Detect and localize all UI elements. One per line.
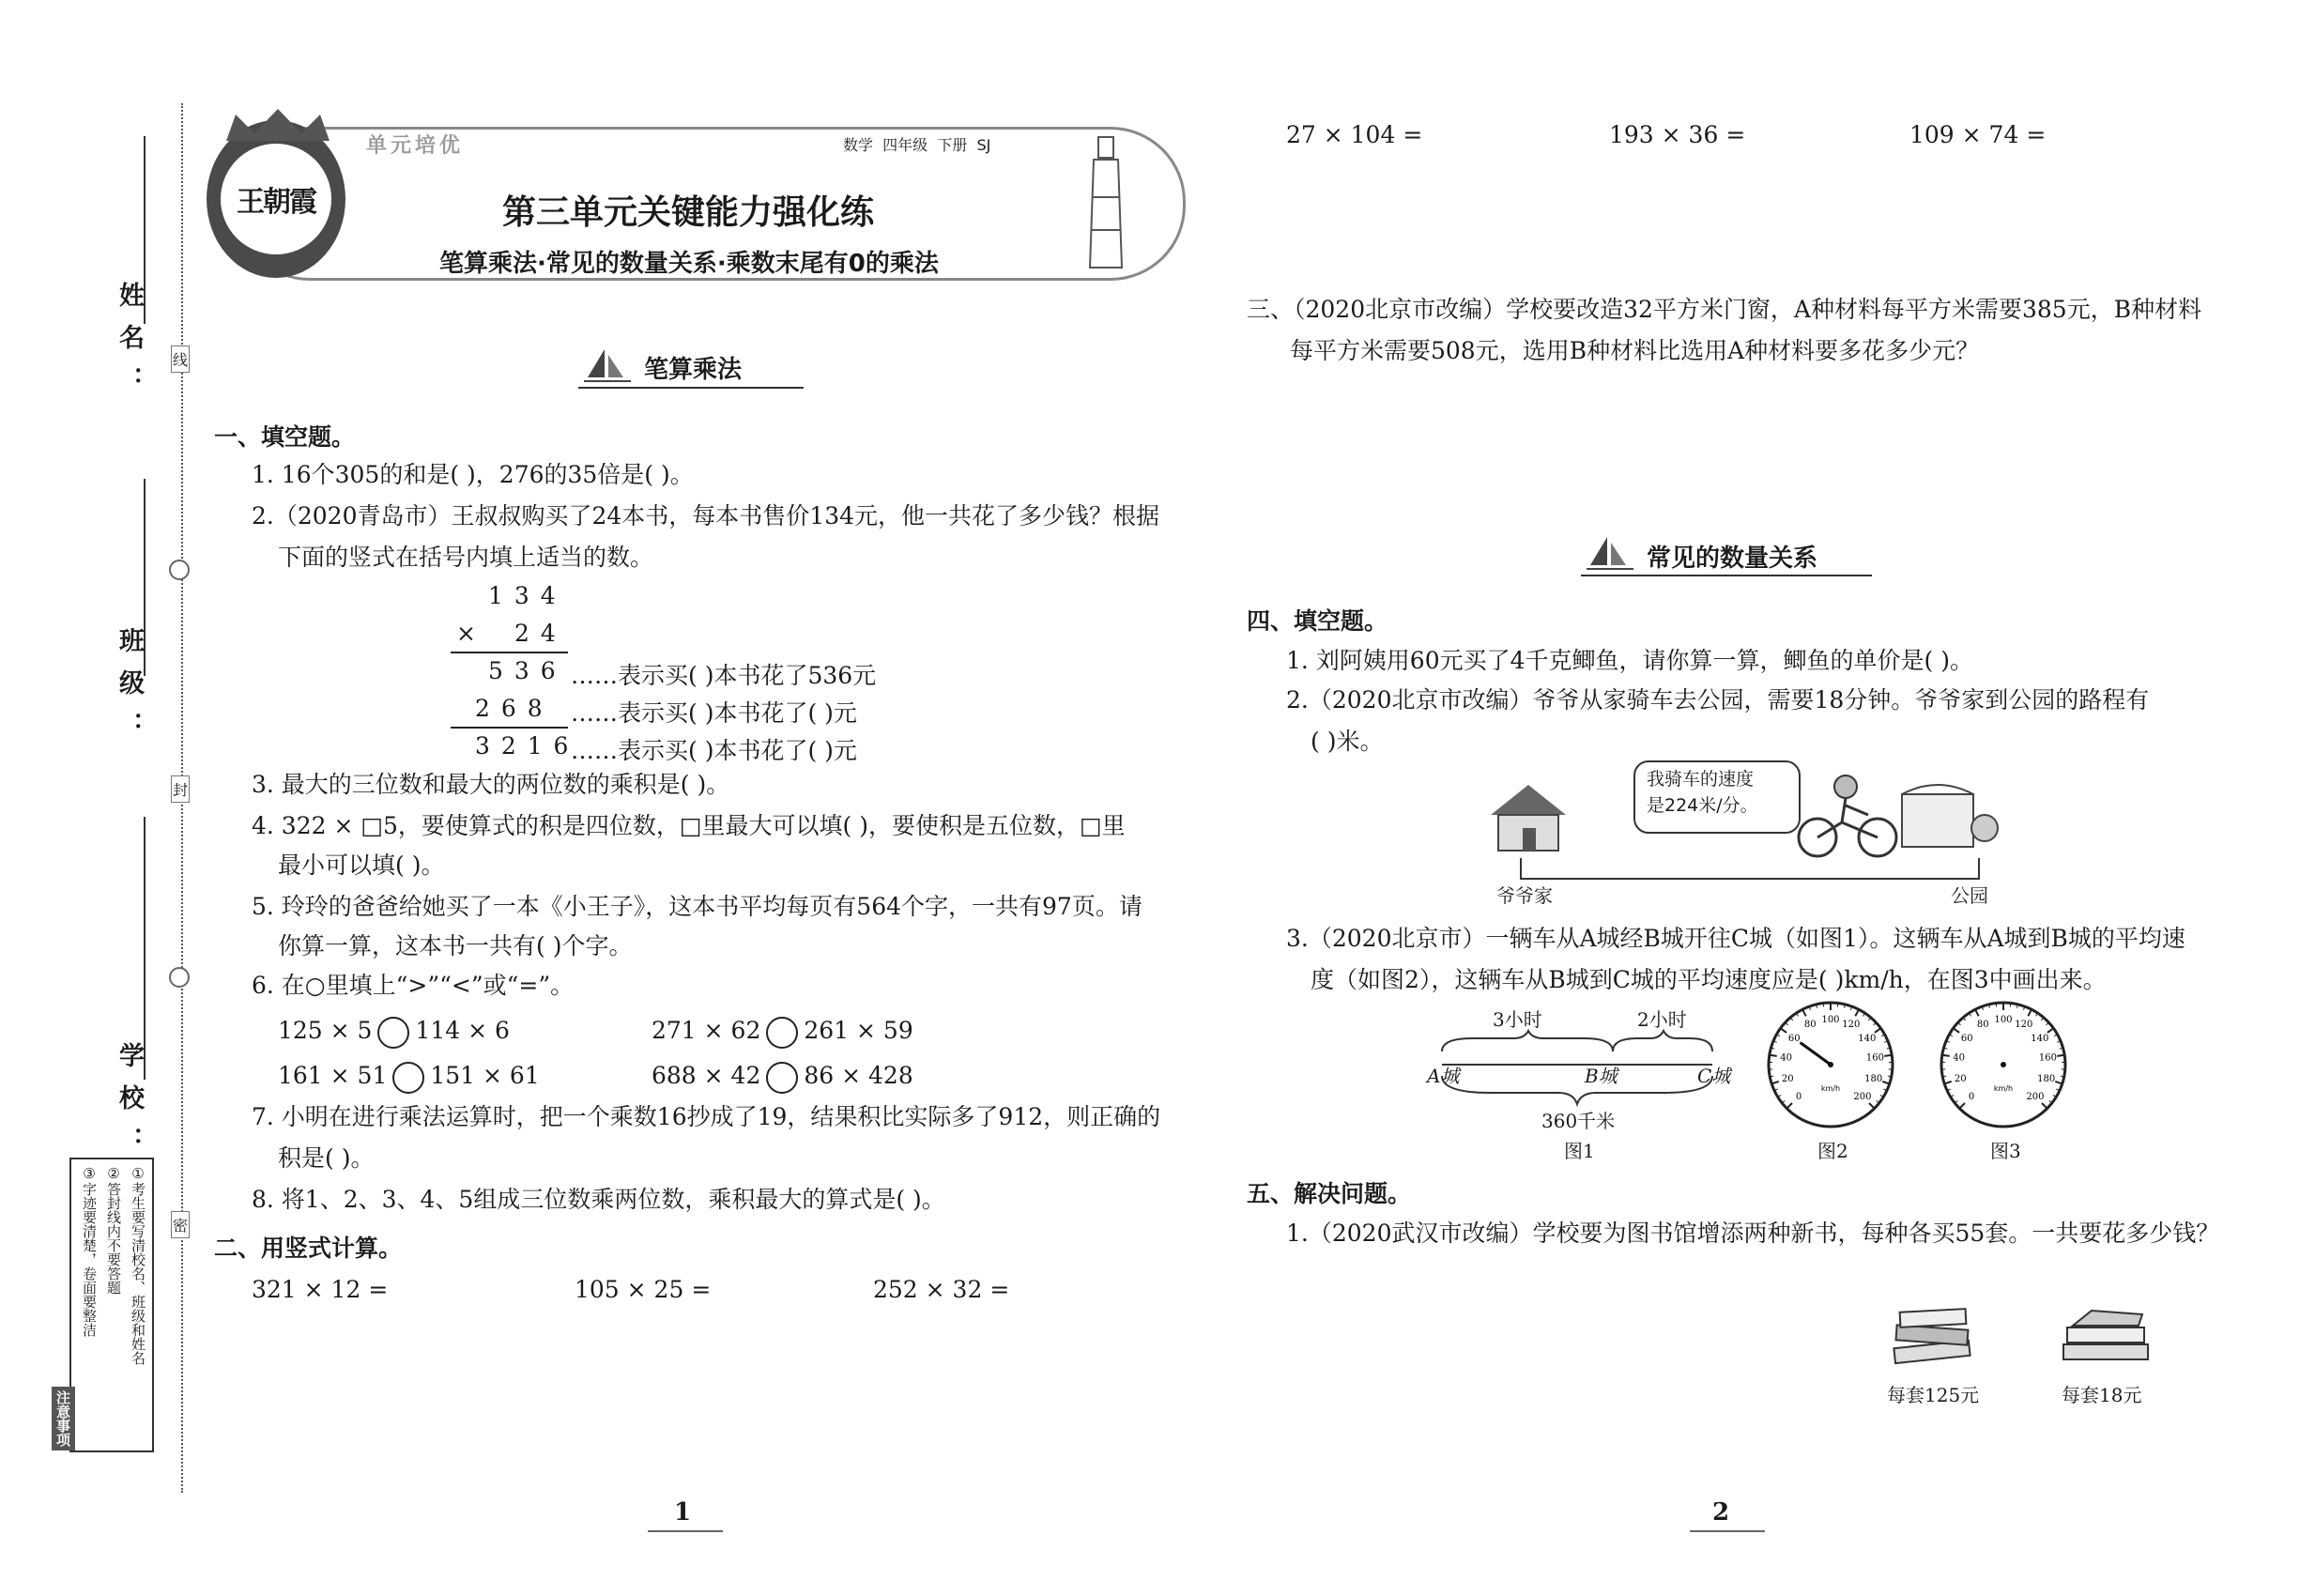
- answer-circle[interactable]: [766, 1062, 798, 1094]
- school-underline: [144, 817, 146, 1080]
- gauge-tick-label: 20: [1954, 1073, 1967, 1084]
- calc-task: 109 × 74 =: [1909, 121, 2047, 148]
- header-meta: 数学 四年级 下册 SJ: [843, 136, 991, 154]
- question-4-3-line2: 度（如图2），这辆车从B城到C城的平均速度应是( )km/h，在图3中画出来。: [1311, 966, 2107, 993]
- question-7-line1: 7. 小明在进行乘法运算时，把一个乘数16抄成了19，结果积比实际多了912，则正确的: [252, 1103, 1161, 1130]
- brand-name: 王朝霞: [237, 186, 315, 219]
- gauge-tick-label: 100: [1994, 1015, 2013, 1025]
- cut-mark-seal: 封: [171, 775, 190, 803]
- fig1-city-c: C城: [1697, 1065, 1731, 1087]
- page-number-rule: [648, 1530, 723, 1532]
- calc-row3-note: ……表示买( )本书花了536元: [571, 662, 877, 689]
- calc-row5-note: ……表示买( )本书花了( )元: [571, 737, 857, 764]
- question-2-line2: 下面的竖式在括号内填上适当的数。: [278, 544, 654, 571]
- calc-row4-note: ……表示买( )本书花了( )元: [571, 699, 857, 727]
- calc-task: 193 × 36 =: [1609, 121, 1746, 148]
- fig1-city-a: A城: [1427, 1065, 1460, 1087]
- section-underline: [1581, 575, 1872, 576]
- calc-task: 252 × 32 =: [873, 1276, 1010, 1303]
- notice-title: 注意事项: [52, 1387, 75, 1450]
- compare-item: 271 × 62 261 × 59: [652, 1012, 913, 1050]
- question-4-1: 1. 刘阿姨用60元买了4千克鲫鱼，请你算一算，鲫鱼的单价是( )。: [1286, 647, 1973, 674]
- speech-bubble: [1633, 760, 1801, 834]
- lighthouse-icon: [1082, 131, 1129, 272]
- unit-tag: 单元培优: [366, 134, 465, 158]
- bubble-text: 我骑车的速度: [1647, 769, 1755, 790]
- question-4-line1: 4. 322 × □5，要使算式的积是四位数，□里最大可以填( )，要使积是五位数，□里: [252, 812, 1126, 839]
- book1-price: 每套125元: [1887, 1384, 1980, 1406]
- gauge-unit: km/h: [1993, 1084, 2014, 1093]
- question-8: 8. 将1、2、3、4、5组成三位数乘两位数，乘积最大的算式是( )。: [252, 1186, 945, 1213]
- part3-line1: 三、（2020北京市改编）学校要改造32平方米门窗，A种材料每平方米需要385元，B种材料: [1247, 296, 2202, 323]
- cyclist-icon: [1795, 774, 1898, 858]
- calc-row5: 3 2 1 6: [475, 732, 571, 760]
- calc-task: 105 × 25 =: [575, 1276, 712, 1303]
- notice-box: [54, 1158, 154, 1452]
- gauge-tick-label: 180: [1864, 1073, 1883, 1084]
- calc-rule: [451, 652, 568, 653]
- fig3-caption: 图3: [1990, 1140, 2021, 1162]
- question-4-3-line1: 3.（2020北京市）一辆车从A城经B城开往C城（如图1）。这辆车从A城到B城的平均速: [1286, 925, 2185, 952]
- name-label: 姓名：: [115, 282, 144, 408]
- gauge-tick: [1837, 1004, 1838, 1007]
- page-number-rule: [1690, 1530, 1765, 1532]
- question-2-line1: 2.（2020青岛市）王叔叔购买了24本书，每本书售价134元，他一共花了多少钱？根据: [252, 502, 1160, 529]
- gauge-tick-label: 80: [1976, 1020, 1989, 1031]
- answer-circle[interactable]: [377, 1017, 409, 1049]
- question-7-line2: 积是( )。: [278, 1144, 375, 1172]
- label-park: 公园: [1951, 884, 1988, 907]
- class-label: 班级：: [115, 627, 144, 754]
- page-number: 2: [1712, 1498, 1730, 1527]
- cut-mark-secret: 密: [171, 1211, 190, 1238]
- calc-row4: 2 6 8: [475, 695, 544, 722]
- page-title: 第三单元关键能力强化练: [502, 193, 875, 232]
- part2-title: 二、用竖式计算。: [214, 1235, 403, 1262]
- fig1-city-b: B城: [1585, 1065, 1618, 1087]
- crown-icon: [222, 105, 334, 143]
- gauge-tick-label: 160: [2038, 1052, 2057, 1064]
- notice-item: ③字迹要清楚，卷面要整洁: [81, 1165, 98, 1337]
- books-icon: [1887, 1301, 1981, 1376]
- gauge-tick: [2057, 1055, 2064, 1056]
- question-4-line2: 最小可以填( )。: [278, 852, 445, 879]
- sailboat-icon: [584, 347, 631, 385]
- part4-title: 四、填空题。: [1247, 607, 1388, 635]
- gauge-tick-label: 140: [2031, 1033, 2049, 1044]
- gauge-tick-label: 0: [1795, 1091, 1802, 1102]
- part5-title: 五、解决问题。: [1247, 1180, 1412, 1207]
- park-icon: [1896, 775, 2000, 851]
- cut-mark-line: 线: [171, 345, 190, 373]
- page-subtitle: 笔算乘法·常见的数量关系·乘数末尾有0的乘法: [439, 250, 939, 278]
- gauge-tick-label: 120: [2015, 1020, 2033, 1031]
- part3-line2: 每平方米需要508元，选用B种材料比选用A种材料要多花多少元？: [1290, 337, 1980, 364]
- gauge-tick-label: 200: [2026, 1091, 2045, 1102]
- compare-item: 688 × 42 86 × 428: [652, 1057, 913, 1095]
- gauge-tick-label: 140: [1858, 1033, 1877, 1044]
- gauge-tick-label: 20: [1781, 1073, 1794, 1084]
- gauge-tick-label: 60: [1960, 1033, 1973, 1044]
- gauge-tick-label: 120: [1842, 1020, 1861, 1031]
- calc-row3: 5 3 6: [488, 657, 558, 684]
- question-4-2-line2: ( )米。: [1311, 728, 1384, 755]
- fig1-caption: 图1: [1564, 1140, 1595, 1162]
- gauge-tick: [1884, 1055, 1892, 1056]
- compare-item: 125 × 5 114 × 6: [278, 1012, 510, 1050]
- binding-hole: [169, 967, 190, 988]
- section-title-written-multiplication: 笔算乘法: [644, 356, 743, 384]
- distance-diagram: [1434, 1027, 1725, 1112]
- speedometer-fig3[interactable]: [1938, 999, 2069, 1130]
- books-icon: [2054, 1305, 2157, 1371]
- gauge-tick: [1770, 1055, 1777, 1056]
- fig1-time2: 2小时: [1637, 1008, 1687, 1031]
- gauge-unit: km/h: [1820, 1084, 1841, 1093]
- gauge-tick: [1996, 1004, 1997, 1007]
- book2-price: 每套18元: [2062, 1384, 2142, 1406]
- gauge-tick-label: 160: [1865, 1052, 1884, 1064]
- question-5-line1: 5. 玲玲的爸爸给她买了一本《小王子》，这本书平均每页有564个字，一共有97页。请: [252, 893, 1142, 920]
- answer-circle[interactable]: [766, 1017, 798, 1049]
- page-number: 1: [674, 1498, 692, 1527]
- gauge-tick-label: 60: [1787, 1033, 1801, 1044]
- question-4-2-line1: 2.（2020北京市改编）爷爷从家骑车去公园，需要18分钟。爷爷家到公园的路程有: [1286, 686, 2150, 714]
- gauge-tick: [1942, 1055, 1950, 1056]
- binding-hole: [169, 560, 190, 580]
- fig1-time1: 3小时: [1493, 1008, 1542, 1031]
- brand-logo: [207, 120, 345, 278]
- question-1: 1. 16个305的和是( )，276的35倍是( )。: [252, 461, 694, 488]
- bubble-text: 是224米/分。: [1647, 795, 1758, 816]
- notice-item: ②答封线内不要答题: [105, 1165, 122, 1295]
- question-5-line2: 你算一算，这本书一共有( )个字。: [278, 932, 633, 959]
- question-6: 6. 在○里填上“>”“<”或“=”。: [252, 972, 575, 999]
- part1-title: 一、填空题。: [214, 423, 356, 451]
- gauge-tick-label: 0: [1968, 1091, 1975, 1102]
- gauge-tick-label: 80: [1803, 1020, 1817, 1031]
- house-icon: [1485, 779, 1572, 854]
- calc-row1: 1 3 4: [488, 582, 558, 609]
- gauge-tick-label: 100: [1821, 1015, 1840, 1025]
- fig2-caption: 图2: [1817, 1140, 1848, 1162]
- question-5-1: 1.（2020武汉市改编）学校要为图书馆增添两种新书，每种各买55套。一共要花多少钱？: [1286, 1220, 2220, 1247]
- calc-row2: 2 4: [514, 620, 558, 647]
- compare-item: 161 × 51 151 × 61: [278, 1057, 540, 1095]
- gauge-tick-label: 180: [2037, 1073, 2056, 1084]
- fig1-distance: 360千米: [1541, 1110, 1616, 1132]
- gauge-tick: [1823, 1004, 1824, 1007]
- notice-item: ①考生要写清校名、班级和姓名: [130, 1165, 146, 1365]
- answer-circle[interactable]: [392, 1062, 424, 1094]
- school-label: 学校：: [115, 1042, 144, 1169]
- gauge-tick-label: 40: [1780, 1052, 1792, 1064]
- question-3: 3. 最大的三位数和最大的两位数的乘积是( )。: [252, 771, 730, 798]
- gauge-tick-label: 40: [1953, 1052, 1965, 1064]
- speedometer-fig2: [1765, 999, 1896, 1130]
- section-title-quantity-relations: 常见的数量关系: [1647, 545, 1818, 573]
- calc-task: 27 × 104 =: [1286, 121, 1423, 148]
- route-bracket: [1519, 856, 1981, 884]
- gauge-tick-label: 200: [1853, 1091, 1872, 1102]
- sailboat-icon: [1587, 535, 1633, 573]
- section-underline: [578, 387, 804, 389]
- gauge-tick: [2010, 1004, 2011, 1007]
- calc-operator: ×: [456, 620, 476, 647]
- label-home: 爷爷家: [1496, 884, 1553, 907]
- calc-rule: [451, 727, 568, 729]
- calc-task: 321 × 12 =: [252, 1276, 389, 1303]
